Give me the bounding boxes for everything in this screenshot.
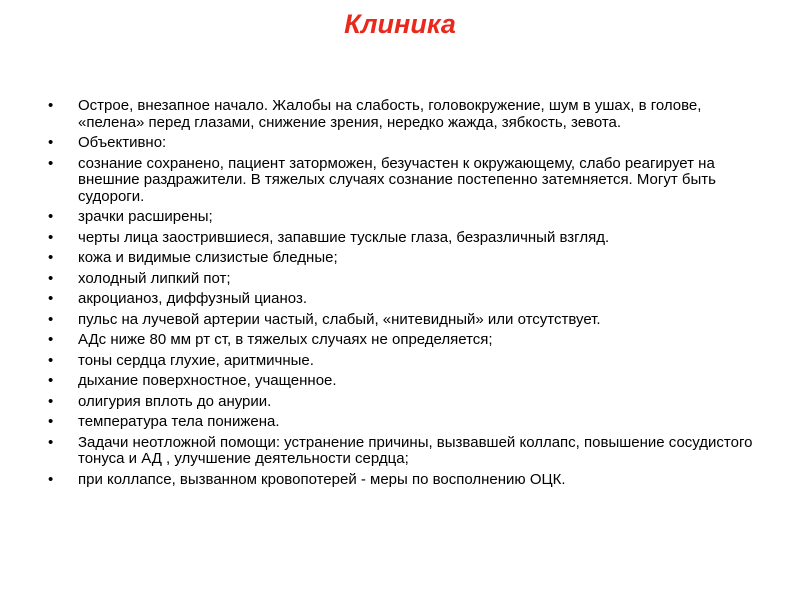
list-item bbox=[48, 472, 760, 489]
list-item bbox=[48, 332, 760, 349]
list-item-text: тоны сердца глухие, аритмичные. bbox=[78, 351, 314, 369]
bullet-dot: • bbox=[48, 228, 54, 246]
bullet-dot: • bbox=[48, 310, 54, 328]
list-item-text: черты лица заострившиеся, запавшие тусклые глаза, безразличный взгляд. bbox=[78, 228, 610, 246]
list-item bbox=[48, 135, 760, 152]
list-item bbox=[48, 435, 760, 468]
bullet-dot: • bbox=[48, 134, 54, 151]
bullet-dot: • bbox=[48, 433, 54, 451]
bullet-dot: • bbox=[48, 331, 54, 348]
list-item-text: кожа и видимые слизистые бледные; bbox=[78, 249, 338, 266]
list-item-text: АДс ниже 80 мм рт ст, в тяжелых случаях не определяется; bbox=[78, 331, 493, 348]
list-item-text: холодный липкий пот; bbox=[78, 269, 231, 287]
bullet-dot: • bbox=[48, 470, 54, 488]
bullet-dot: • bbox=[48, 392, 54, 410]
bullet-list bbox=[48, 98, 760, 492]
bullet-dot: • bbox=[48, 290, 54, 307]
list-item bbox=[48, 312, 760, 329]
bullet-dot: • bbox=[48, 249, 54, 266]
list-item bbox=[48, 98, 760, 131]
list-item-text: пульс на лучевой артерии частый, слабый, «нитевидный» или отсутствует. bbox=[78, 310, 601, 328]
list-item-text: олигурия вплоть до анурии. bbox=[78, 392, 272, 410]
list-item bbox=[48, 414, 760, 431]
list-item-text: сознание сохранено, пациент заторможен, безучастен к окружающему, слабо реагирует на внешние раздражители. В тяжелых случаях сознание постепенно затемняется. Могут быть судороги. bbox=[78, 154, 716, 205]
slide-title: Клиника bbox=[344, 9, 456, 39]
bullet-dot: • bbox=[48, 372, 54, 389]
list-item bbox=[48, 156, 760, 206]
list-item-text: Объективно: bbox=[78, 134, 167, 151]
list-item-text: дыхание поверхностное, учащенное. bbox=[78, 372, 337, 389]
bullet-dot: • bbox=[48, 269, 54, 287]
bullet-dot: • bbox=[48, 154, 54, 172]
list-item bbox=[48, 230, 760, 247]
list-item bbox=[48, 394, 760, 411]
list-item-text: Острое, внезапное начало. Жалобы на слабость, головокружение, шум в ушах, в голове, «пелена» перед глазами, снижение зрения, нередко жажда, зябкость, зевота. bbox=[78, 97, 702, 131]
list-item bbox=[48, 271, 760, 288]
list-item bbox=[48, 353, 760, 370]
list-item bbox=[48, 291, 760, 308]
list-item-text: зрачки расширены; bbox=[78, 208, 213, 225]
bullet-dot: • bbox=[48, 208, 54, 225]
bullet-dot: • bbox=[48, 413, 54, 430]
list-item bbox=[48, 209, 760, 226]
list-item-text: температура тела понижена. bbox=[78, 413, 280, 430]
bullet-dot: • bbox=[48, 97, 54, 114]
list-item bbox=[48, 250, 760, 267]
list-item-text: акроцианоз, диффузный цианоз. bbox=[78, 290, 308, 307]
bullet-dot: • bbox=[48, 351, 54, 369]
list-item-text: Задачи неотложной помощи: устранение причины, вызвавшей коллапс, повышение сосудистого тонуса и АД , улучшение деятельности сердца; bbox=[78, 433, 753, 467]
list-item bbox=[48, 373, 760, 390]
list-item-text: при коллапсе, вызванном кровопотерей - меры по восполнению ОЦК. bbox=[78, 470, 566, 488]
